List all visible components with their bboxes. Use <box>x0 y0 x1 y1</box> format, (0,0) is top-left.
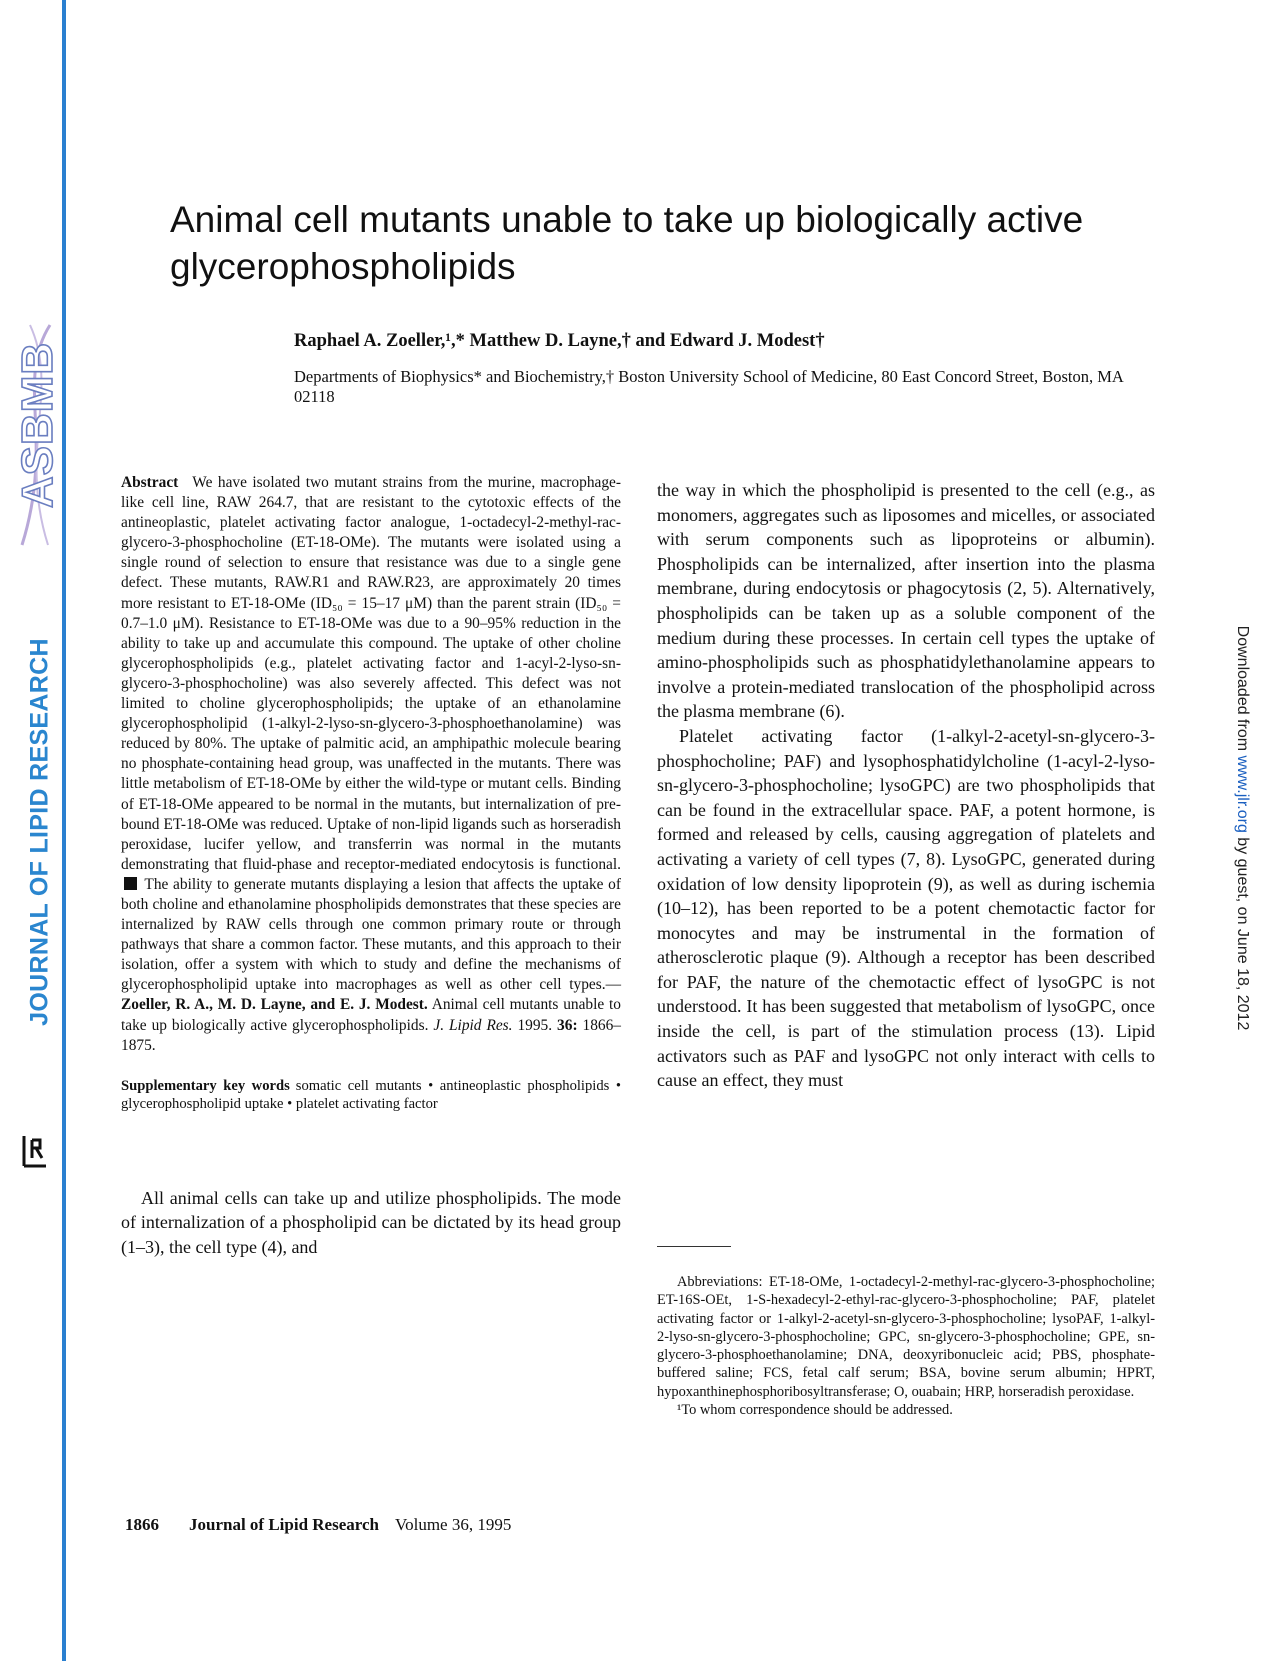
correspondence-footnote: ¹To whom correspondence should be addressed. <box>677 1402 953 1419</box>
page-number: 1866 <box>125 1515 159 1534</box>
footer-journal: Journal of Lipid Research <box>189 1515 380 1534</box>
download-note <box>1233 626 1251 1031</box>
key-words-label: Supplementary key words <box>121 1077 290 1094</box>
jlr-link[interactable]: www.jlr.org <box>1234 755 1251 833</box>
abstract-body-1: We have isolated two mutant strains from the murine, macrophage-like cell line, RAW 264.7, that are resistant to the cytotoxic effects of the antineoplastic, platelet activating factor analogue, 1-octadecyl-2-methyl-rac-glycero-3-phosphocholine (ET-18-OMe). The mutants were isolated using a single round of selection to ensure that resistance was due to a single gene defect. These mutants, RAW.R1 and RAW.R23, are approximately 20 times more resistant to ET-18-OMe (ID₅₀ = 15–17 μM) than the parent strain (ID₅₀ = 0.7–1.0 μM). Resistance to ET-18-OMe was due to a 90–95% reduction in the ability to take up and accumulate this compound. The uptake of other choline glycerophospholipids (e.g., platelet activating factor and 1-acyl-2-lyso-sn-glycero-3-phosphocholine) was also severely affected. This defect was not limited to choline glycerophospholipids; the uptake of an ethanolamine glycerophospholipid (1-alkyl-2-lyso-sn-glycero-3-phosphoethanolamine) was reduced by 80%. The uptake of palmitic acid, an amphipathic molecule bearing no phosphate-containing head group, was unaffected in the mutants. There was little metabolism of ET-18-OMe by either the wild-type or mutant cells. Binding of ET-18-OMe appeared to be normal in the mutants, but internalization of pre-bound ET-18-OMe was reduced. Uptake of non-lipid ligands such as horseradish peroxidase, lucifer yellow, and transferrin was normal in the mutants demonstrating that fluid-phase and receptor-mediated endocytosis is functional. <box>121 474 621 873</box>
citation-year: 1995. <box>512 1016 558 1034</box>
download-suffix: by guest, on June 18, 2012 <box>1234 832 1251 1031</box>
body-paragraph-1: the way in which the phospholipid is presented to the cell (e.g., as monomers, aggregates such as liposomes and micelles, or associated with serum components such as lipoproteins or albumin). Phospholipids can be internalized, after insertion into the plasma membrane, during endocytosis or phagocytosis (2, 5). Alternatively, phospholipids can be taken up as a soluble component of the medium during these processes. In certain cell types the uptake of amino-phospholipids such as phosphatidylethanolamine appears to involve a protein-mediated translocation of the phospholipid across the plasma membrane (6). <box>657 480 1155 722</box>
journal-name-vertical: JOURNAL OF LIPID RESEARCH <box>25 638 54 1026</box>
abstract <box>121 473 621 1056</box>
square-bullet-icon <box>124 877 137 890</box>
abstract-label: Abstract <box>121 474 179 491</box>
key-words-text: somatic cell mutants • antineoplastic phospholipids • glycerophospholipid uptake • platelet activating factor <box>121 1077 621 1113</box>
citation-volume: 36: <box>557 1016 578 1034</box>
citation-authors: Zoeller, R. A., M. D. Layne, and E. J. Modest. <box>121 996 428 1014</box>
download-prefix: Downloaded from <box>1234 625 1251 756</box>
right-column <box>657 478 1155 1093</box>
paper-title: Animal cell mutants unable to take up biologically active glycerophospholipids <box>170 199 1084 287</box>
jlr-logo-icon <box>18 1130 50 1170</box>
footnote-divider <box>657 1246 731 1247</box>
key-words <box>121 1077 621 1114</box>
citation-journal: J. Lipid Res. <box>433 1016 513 1034</box>
author-list: Raphael A. Zoeller,¹,* Matthew D. Layne,† and Edward J. Modest† <box>294 331 825 351</box>
footnotes <box>657 1273 1155 1419</box>
sidebar-branding <box>0 0 60 1661</box>
affiliation: Departments of Biophysics* and Biochemistry,† Boston University School of Medicine, 80 East Concord Street, Boston, MA 02118 <box>294 367 1123 406</box>
margin-rule <box>62 0 66 1661</box>
page-footer <box>125 1515 511 1535</box>
citation-title: Animal cell mutants unable to take up biologically active glycerophospholipids. <box>121 996 621 1034</box>
asbmb-logo: ASBMB <box>13 341 62 509</box>
citation-pages: 1866–1875. <box>121 1016 621 1054</box>
intro-paragraph: All animal cells can take up and utilize phospholipids. The mode of internalization of a phospholipid can be dictated by its head group (1–3), the cell type (4), and <box>121 1187 621 1257</box>
abbreviations-footnote: Abbreviations: ET-18-OMe, 1-octadecyl-2-methyl-rac-glycero-3-phosphocholine; ET-16S-OEt, 1-S-hexadecyl-2-ethyl-rac-glycero-3-phosphocholine; PAF, platelet activating factor or 1-alkyl-2-acetyl-sn-glycero-3-phosphocholine; lysoPAF, 1-alkyl-2-lyso-sn-glycero-3-phosphocholine; GPC, sn-glycero-3-phosphocholine; GPE, sn-glycero-3-phosphoethanolamine; DNA, deoxyribonucleic acid; PBS, phosphate-buffered saline; FCS, fetal calf serum; BSA, bovine serum albumin; HPRT, hypoxanthinephosphoribosyltransferase; O, ouabain; HRP, horseradish peroxidase. <box>657 1274 1155 1400</box>
left-column <box>121 473 621 1260</box>
body-paragraph-2: Platelet activating factor (1-alkyl-2-acetyl-sn-glycero-3-phosphocholine; PAF) and lysophosphatidylcholine (1-acyl-2-lyso-sn-glycero-3-phosphocholine; lysoGPC) are two phospholipids that can be found in the extracellular space. PAF, a potent hormone, is formed and released by cells, causing aggregation of platelets and activating a variety of cell types (7, 8). LysoGPC, generated during oxidation of low density lipoprotein (9), as well as during ischemia (10–12), has been reported to be a potent chemotactic factor for monocytes and may be instrumental in the formation of atherosclerotic plaque (9). Although a receptor has been described for PAF, the nature of the chemotactic effect of lysoGPC is not understood. It has been suggested that metabolism of lysoGPC, once inside the cell, is part of the stimulation process (13). Lipid activators such as PAF and lysoGPC not only interact with cells to cause an effect, they must <box>657 725 1155 1091</box>
abstract-body-2: The ability to generate mutants displaying a lesion that affects the uptake of both choline and ethanolamine phospholipids demonstrates that these species are internalized by RAW cells through one common primary route or through pathways that share a common factor. These mutants, and this approach to their isolation, offer a system with which to study and define the mechanisms of glycerophospholipid uptake into macrophages as well as other cell types.— <box>121 875 621 994</box>
footer-volume: Volume 36, 1995 <box>395 1515 512 1534</box>
